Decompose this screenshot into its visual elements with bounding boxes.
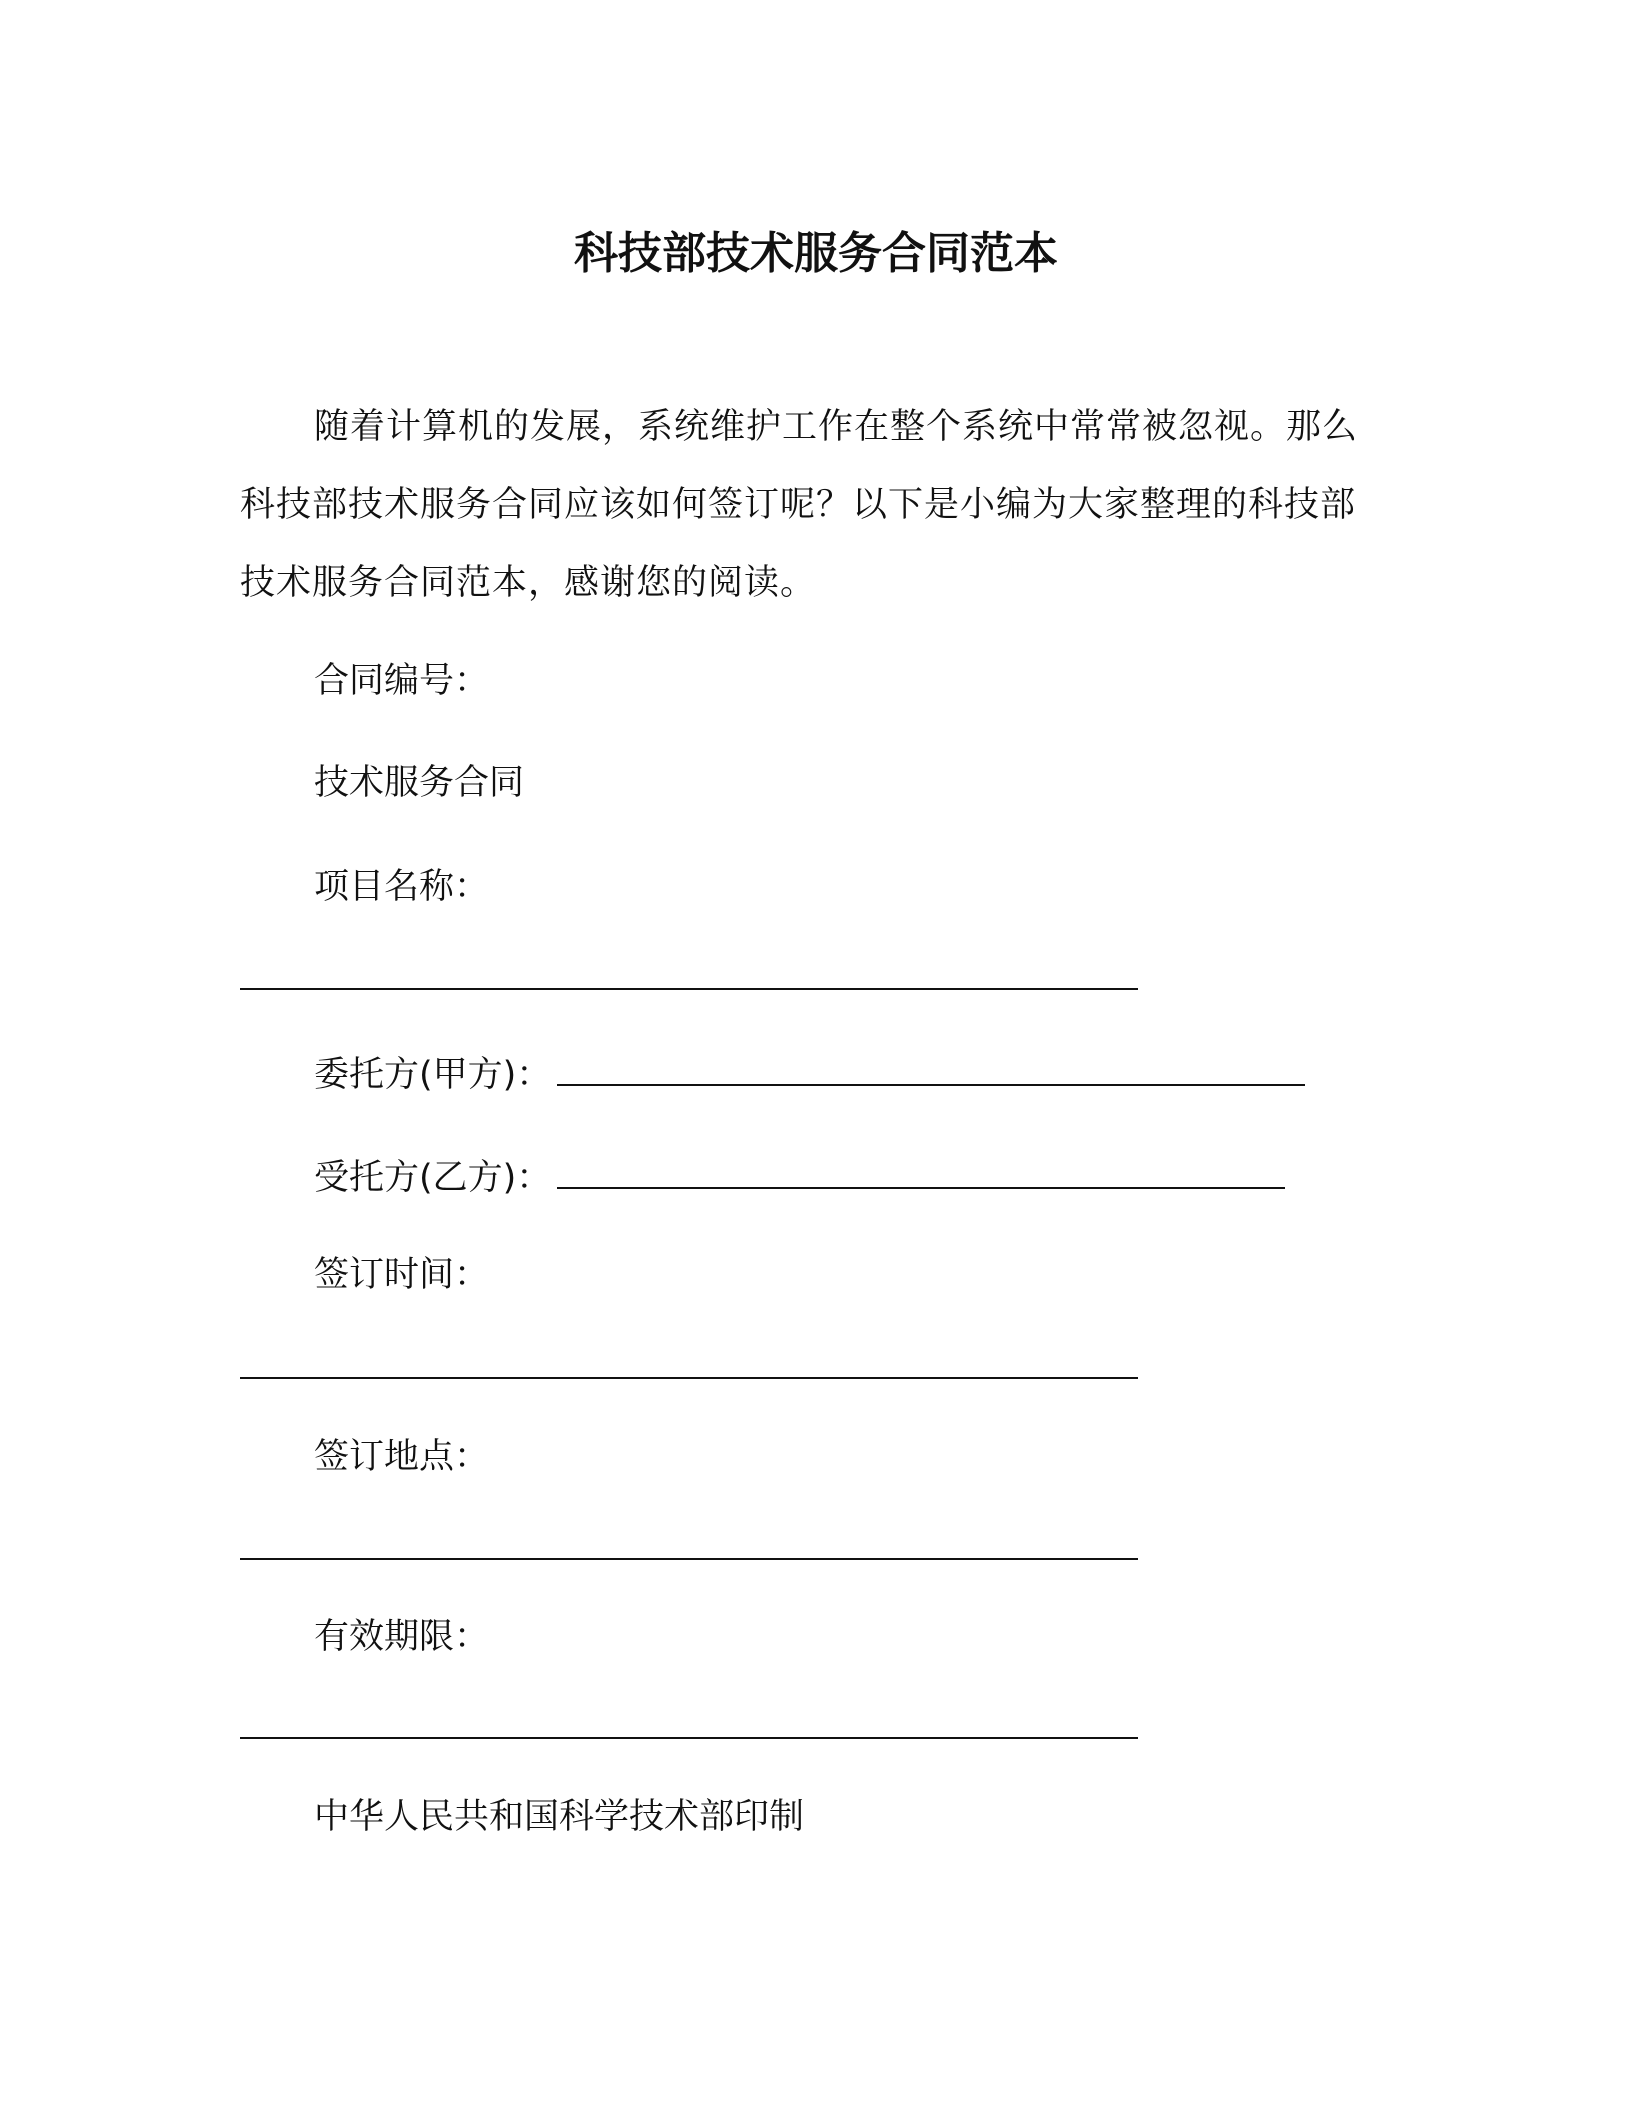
- sign-place-blank: [240, 1558, 1138, 1560]
- project-name-blank: [240, 988, 1138, 990]
- contract-number-label: 合同编号：: [314, 661, 490, 701]
- project-name-label: 项目名称：: [314, 867, 490, 907]
- party-b-blank: [557, 1157, 1285, 1189]
- validity-label: 有效期限：: [314, 1617, 490, 1657]
- validity-blank: [240, 1737, 1138, 1739]
- party-b-row: [314, 1153, 1285, 1203]
- sign-time-blank: [240, 1377, 1138, 1379]
- party-a-row: [314, 1050, 1305, 1100]
- issuer-text: 中华人民共和国科学技术部印制: [314, 1797, 805, 1837]
- sign-time-label: 签订时间：: [314, 1255, 490, 1295]
- contract-type-text: 技术服务合同: [314, 763, 525, 803]
- party-a-label: 委托方(甲方)：: [314, 1055, 552, 1095]
- intro-paragraph: 随着计算机的发展，系统维护工作在整个系统中常常被忽视。那么科技部技术服务合同应该如何签订呢？以下是小编为大家整理的科技部技术服务合同范本，感谢您的阅读。: [240, 407, 1359, 603]
- party-a-blank: [557, 1054, 1305, 1086]
- document-title: 科技部技术服务合同范本: [574, 228, 1058, 279]
- sign-place-label: 签订地点：: [314, 1437, 490, 1477]
- party-b-label: 受托方(乙方)：: [314, 1158, 552, 1198]
